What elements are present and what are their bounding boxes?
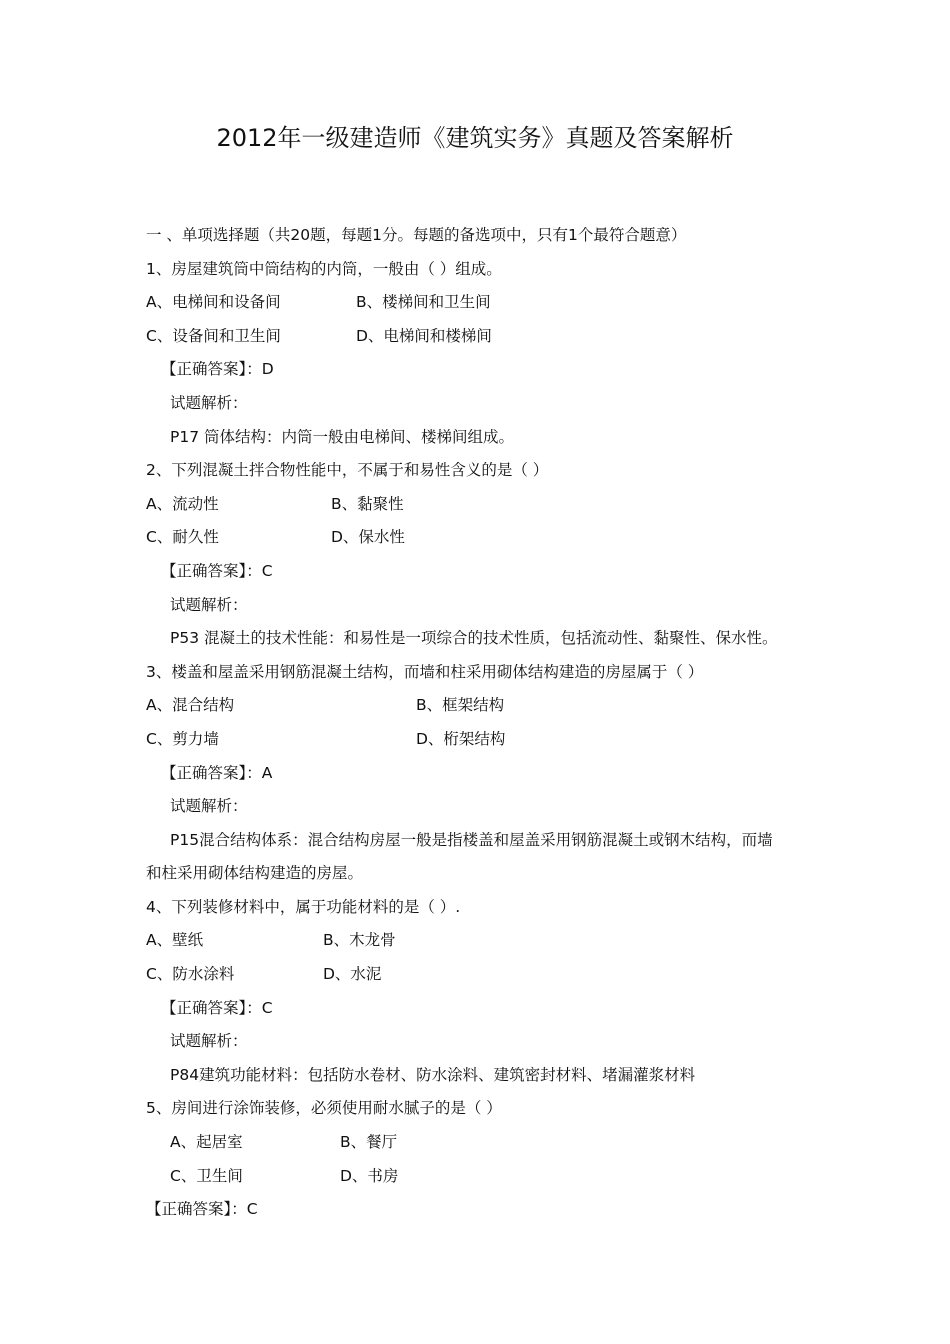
- question-3-analysis-line-2: 和柱采用砌体结构建造的房屋。: [146, 864, 364, 883]
- question-3-option-b: B、框架结构: [416, 696, 505, 715]
- question-5-option-c: C、卫生间: [170, 1166, 243, 1185]
- question-2-analysis: P53 混凝土的技术性能：和易性是一项综合的技术性质，包括流动性、黏聚性、保水性。: [170, 629, 778, 648]
- section-heading: 一 、单项选择题（共20题，每题1分。每题的备选项中，只有1个最符合题意）: [146, 226, 687, 244]
- question-2-options-row-1: [146, 488, 826, 522]
- question-1-option-c: C、设备间和卫生间: [146, 326, 281, 345]
- question-2-option-c: C、耐久性: [146, 528, 219, 547]
- question-2-stem: 2、下列混凝土拌合物性能中，不属于和易性含义的是（ ）: [146, 461, 549, 480]
- question-4-analysis-label: 试题解析：: [170, 1032, 248, 1051]
- question-5-option-b: B、餐厅: [340, 1133, 398, 1152]
- question-2-options-row-2: [146, 521, 826, 555]
- question-2-analysis-label: 试题解析：: [170, 595, 248, 614]
- question-3-answer: 【正确答案】：A: [161, 763, 273, 782]
- question-5-option-a: A、起居室: [170, 1133, 243, 1152]
- question-4-stem: 4、下列装修材料中，属于功能材料的是（ ）.: [146, 897, 461, 916]
- question-4-options-row-1: [146, 924, 826, 958]
- question-1-options-row-1: [146, 286, 826, 320]
- question-4-option-c: C、防水涂料: [146, 965, 235, 984]
- question-5-options-row-2: [146, 1160, 826, 1194]
- question-1-analysis: P17 筒体结构：内筒一般由电梯间、楼梯间组成。: [170, 427, 514, 446]
- question-3-option-d: D、桁架结构: [416, 729, 506, 748]
- question-3-stem: 3、楼盖和屋盖采用钢筋混凝土结构，而墙和柱采用砌体结构建造的房屋属于（ ）: [146, 662, 704, 681]
- question-2-option-d: D、保水性: [331, 528, 405, 547]
- question-1-option-b: B、楼梯间和卫生间: [356, 293, 491, 312]
- question-1-option-d: D、电梯间和楼梯间: [356, 326, 492, 345]
- question-4-option-b: B、木龙骨: [323, 931, 396, 950]
- document-title: 2012年一级建造师《建筑实务》真题及答案解析: [216, 124, 734, 152]
- question-1-stem: 1、房屋建筑筒中筒结构的内筒，一般由（ ）组成。: [146, 259, 502, 278]
- question-4-answer: 【正确答案】：C: [161, 998, 273, 1017]
- question-2-answer: 【正确答案】：C: [161, 561, 273, 580]
- question-5-stem: 5、房间进行涂饰装修，必须使用耐水腻子的是（ ）: [146, 1099, 502, 1118]
- question-4-analysis: P84建筑功能材料：包括防水卷材、防水涂料、建筑密封材料、堵漏灌浆材料: [170, 1065, 696, 1084]
- question-2-option-b: B、黏聚性: [331, 494, 404, 513]
- question-3-options-row-1: [146, 689, 826, 723]
- question-3-analysis-line-1: P15混合结构体系：混合结构房屋一般是指楼盖和屋盖采用钢筋混凝土或钢木结构，而墙: [170, 830, 773, 849]
- question-4-options-row-2: [146, 958, 826, 992]
- question-1-answer: 【正确答案】：D: [161, 360, 274, 379]
- question-5-answer: 【正确答案】：C: [146, 1200, 258, 1219]
- question-4-option-d: D、水泥: [323, 965, 382, 984]
- document-body: [146, 219, 826, 1227]
- question-3-option-c: C、剪力墙: [146, 729, 219, 748]
- question-1-option-a: A、电梯间和设备间: [146, 293, 281, 312]
- question-5-option-d: D、书房: [340, 1166, 399, 1185]
- question-4-option-a: A、壁纸: [146, 931, 204, 950]
- question-2-option-a: A、流动性: [146, 494, 219, 513]
- question-3-options-row-2: [146, 723, 826, 757]
- question-1-analysis-label: 试题解析：: [170, 393, 248, 412]
- question-3-analysis-label: 试题解析：: [170, 797, 248, 816]
- question-5-options-row-1: [146, 1126, 826, 1160]
- question-1-options-row-2: [146, 320, 826, 354]
- question-3-option-a: A、混合结构: [146, 696, 235, 715]
